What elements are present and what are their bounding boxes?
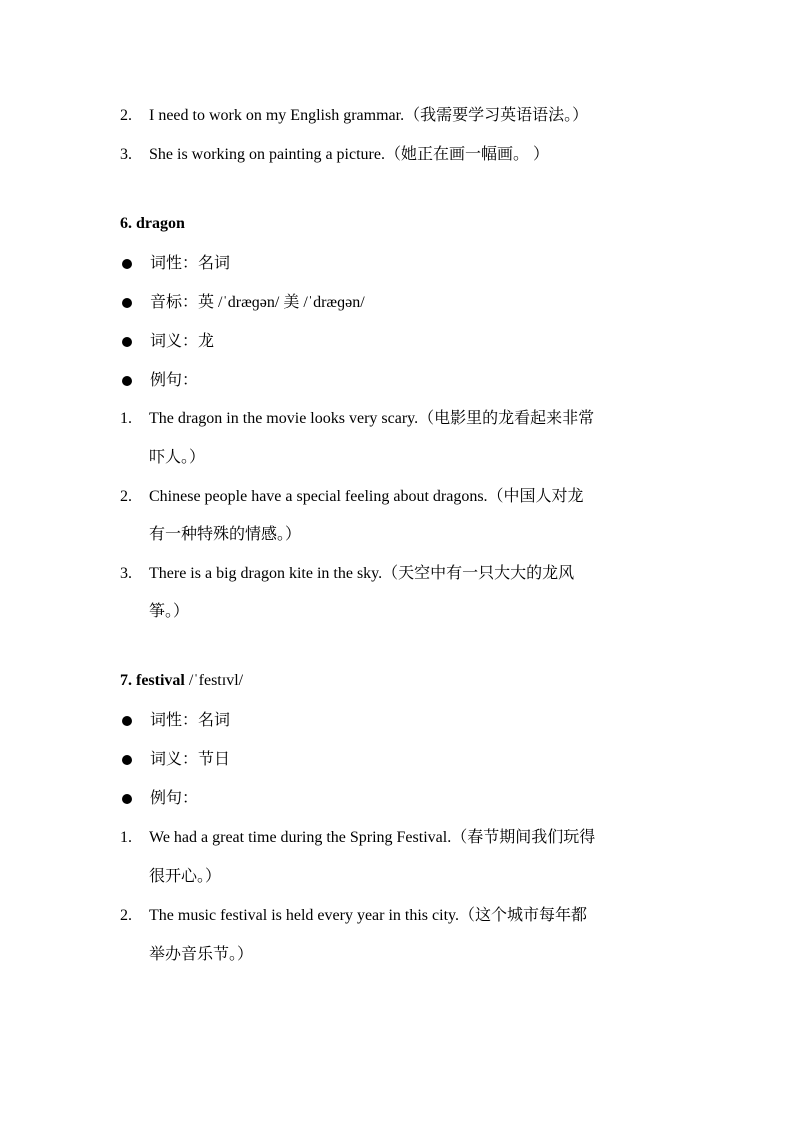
list-number: 1. <box>120 410 132 427</box>
heading-number: 7. <box>120 672 132 689</box>
bullet-icon <box>122 716 132 726</box>
example-continuation: 很开心。） <box>149 868 222 885</box>
bullet-text: 例句： <box>150 372 199 389</box>
list-item <box>120 486 584 508</box>
bullet-text: 词义：龙 <box>150 333 215 350</box>
bullet-text: 词义：节日 <box>150 751 231 768</box>
list-number: 2. <box>120 488 132 505</box>
bullet-text: 音标：英 /ˈdræɡən/ 美 /ˈdræɡən/ <box>150 294 365 311</box>
example-sentence: There is a big dragon kite in the sky.（天空中有一只大大的龙风 <box>149 565 575 582</box>
bullet-text: 词性：名词 <box>150 712 231 729</box>
list-item <box>120 105 588 127</box>
example-sentence: She is working on painting a picture.（她正在画一幅画。 ） <box>149 146 549 163</box>
bullet-icon <box>122 794 132 804</box>
example-continuation: 有一种特殊的情感。） <box>149 526 302 543</box>
example-sentence: The dragon in the movie looks very scary.（电影里的龙看起来非常 <box>149 410 595 427</box>
example-sentence: Chinese people have a special feeling about dragons.（中国人对龙 <box>149 488 584 505</box>
example-continuation: 举办音乐节。） <box>149 946 254 963</box>
bullet-icon <box>122 755 132 765</box>
heading-word: festival <box>136 672 185 689</box>
heading-phonetic: /ˈfestɪvl/ <box>184 672 244 689</box>
bullet-icon <box>122 337 132 347</box>
list-item <box>120 144 549 166</box>
example-continuation: 吓人。） <box>149 449 206 466</box>
list-number: 3. <box>120 565 132 582</box>
example-sentence: We had a great time during the Spring Festival.（春节期间我们玩得 <box>149 829 596 846</box>
list-item <box>120 905 587 927</box>
list-number: 2. <box>120 907 132 924</box>
list-number: 2. <box>120 107 132 124</box>
bullet-icon <box>122 298 132 308</box>
list-number: 1. <box>120 829 132 846</box>
list-number: 3. <box>120 146 132 163</box>
section-heading-dragon <box>120 213 185 235</box>
example-sentence: I need to work on my English grammar.（我需要学习英语语法。） <box>149 107 589 124</box>
heading-number: 6. <box>120 215 132 232</box>
bullet-icon <box>122 259 132 269</box>
list-item <box>120 408 594 430</box>
list-item <box>120 563 574 585</box>
bullet-icon <box>122 376 132 386</box>
bullet-text: 例句： <box>150 790 199 807</box>
heading-word: dragon <box>136 215 185 232</box>
list-item <box>120 827 595 849</box>
bullet-text: 词性：名词 <box>150 255 231 272</box>
example-sentence: The music festival is held every year in this city.（这个城市每年都 <box>149 907 587 924</box>
section-heading-festival <box>120 670 243 692</box>
example-continuation: 筝。） <box>149 603 190 620</box>
